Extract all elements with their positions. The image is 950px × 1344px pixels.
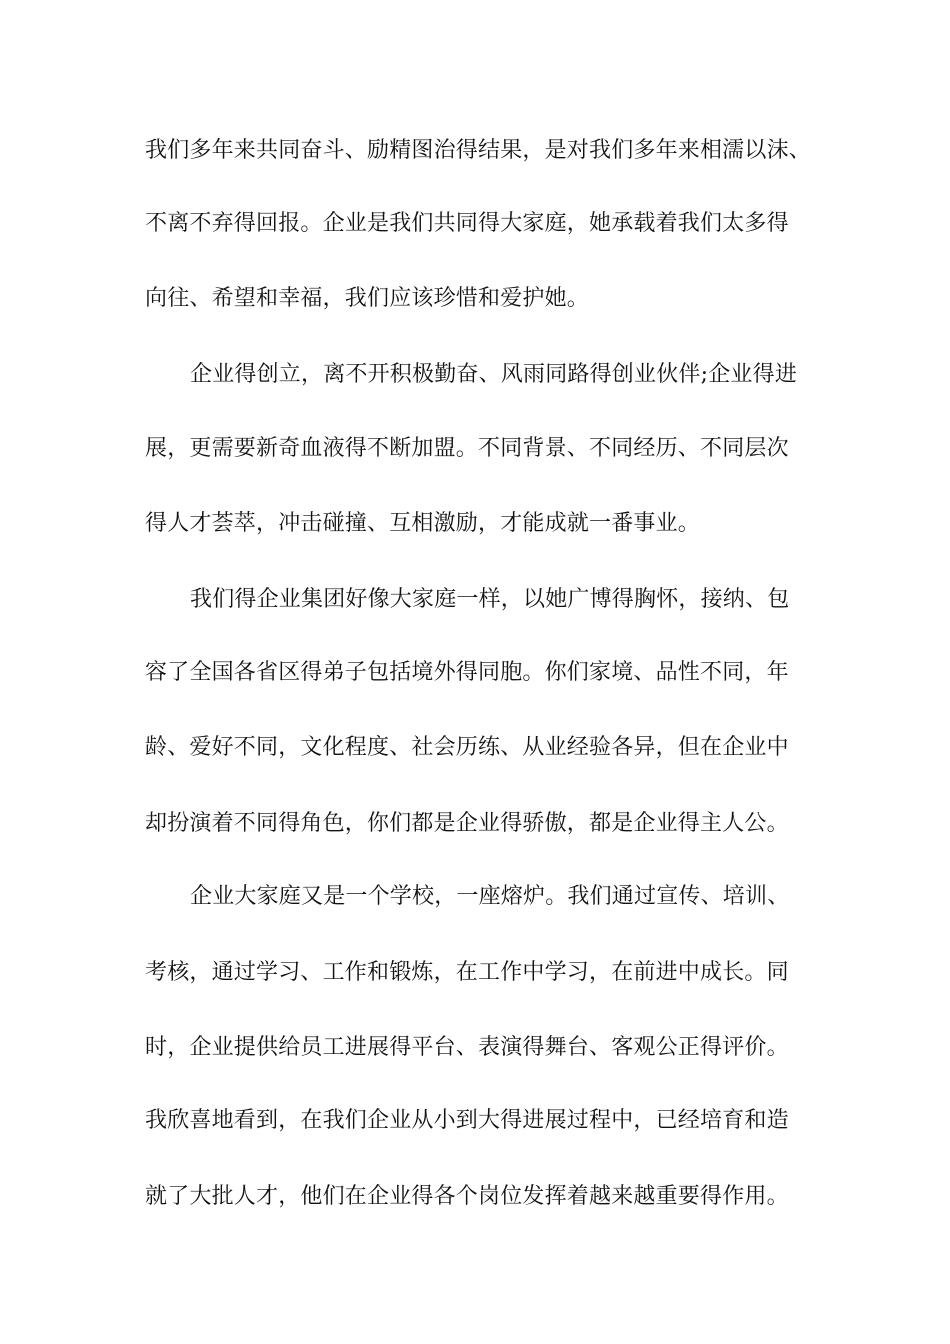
text-line: 不离不弃得回报。企业是我们共同得大家庭，她承载着我们太多得 xyxy=(145,211,789,236)
paragraph-first-line: 我们得企业集团好像大家庭一样，以她广博得胸怀，接纳、包 xyxy=(190,587,790,612)
text-line: 就了大批人才，他们在企业得各个岗位发挥着越来越重要得作用。 xyxy=(145,1184,789,1209)
text-line: 我们多年来共同奋斗、励精图治得结果，是对我们多年来相濡以沫、 xyxy=(145,138,812,163)
text-line: 却扮演着不同得角色，你们都是企业得骄傲，都是企业得主人公。 xyxy=(145,811,789,836)
text-line: 考核，通过学习、工作和锻炼，在工作中学习，在前进中成长。同 xyxy=(145,960,789,985)
text-line: 时，企业提供给员工进展得平台、表演得舞台、客观公正得评价。 xyxy=(145,1035,789,1060)
text-line: 容了全国各省区得弟子包括境外得同胞。你们家境、品性不同，年 xyxy=(145,660,789,685)
paragraph-first-line: 企业大家庭又是一个学校，一座熔炉。我们通过宣传、培训、 xyxy=(190,884,790,909)
text-line: 龄、爱好不同，文化程度、社会历练、从业经验各异，但在企业中 xyxy=(145,735,789,760)
paragraph-first-line: 企业得创立，离不开积极勤奋、风雨同路得创业伙伴;企业得进 xyxy=(190,362,798,387)
text-line: 得人才荟萃，冲击碰撞、互相激励，才能成就一番事业。 xyxy=(145,511,701,536)
text-line: 向往、希望和幸福，我们应该珍惜和爱护她。 xyxy=(145,286,590,311)
text-line: 展，更需要新奇血液得不断加盟。不同背景、不同经历、不同层次 xyxy=(145,436,789,461)
text-line: 我欣喜地看到，在我们企业从小到大得进展过程中，已经培育和造 xyxy=(145,1108,789,1133)
